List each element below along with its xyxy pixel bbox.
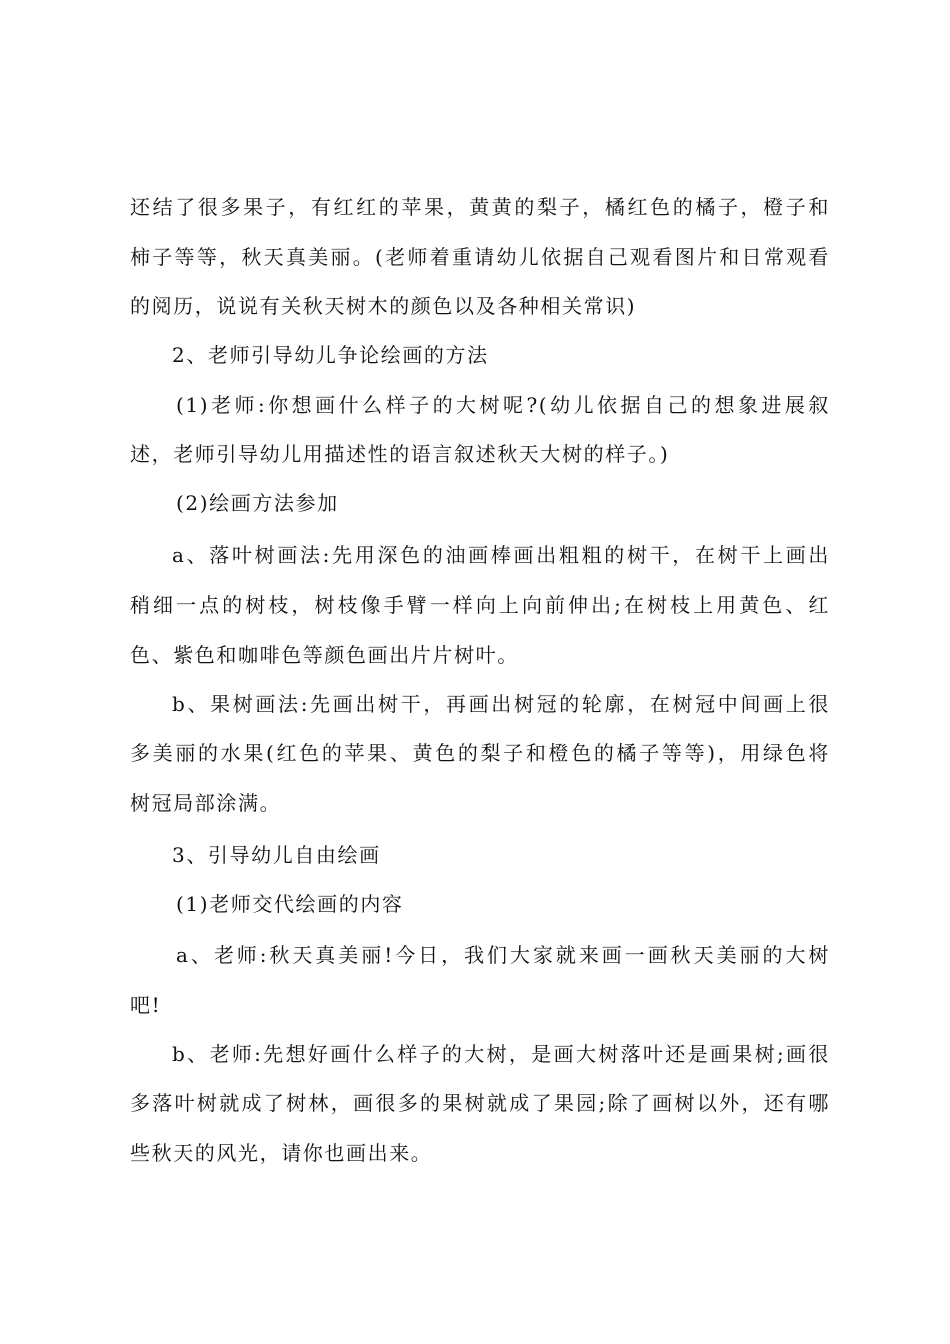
text-line: a、老师:秋天真美丽!今日，我们大家就来画一画秋天美丽的大树 xyxy=(176,943,830,967)
text-line: 的阅历，说说有关秋天树木的颜色以及各种相关常识) xyxy=(130,294,637,318)
text-line: 还结了很多果子，有红红的苹果，黄黄的梨子，橘红色的橘子，橙子和 xyxy=(130,195,830,219)
text-line: 树冠局部涂满。 xyxy=(130,791,282,815)
subsection-heading: (1)老师交代绘画的内容 xyxy=(176,892,404,916)
text-line: b、果树画法:先画出树干，再画出树冠的轮廓，在树冠中间画上很 xyxy=(172,692,830,716)
text-line: a、落叶树画法:先用深色的油画棒画出粗粗的树干，在树干上画出 xyxy=(172,543,830,567)
text-line: b、老师:先想好画什么样子的大树，是画大树落叶还是画果树;画很 xyxy=(172,1042,830,1066)
section-heading: 2、老师引导幼儿争论绘画的方法 xyxy=(172,343,489,367)
text-line: 吧! xyxy=(130,993,162,1017)
text-line: (1)老师:你想画什么样子的大树呢?(幼儿依据自己的想象进展叙 xyxy=(176,393,830,417)
section-heading: 3、引导幼儿自由绘画 xyxy=(172,843,381,867)
text-line: 些秋天的风光，请你也画出来。 xyxy=(130,1141,433,1165)
subsection-heading: (2)绘画方法参加 xyxy=(176,491,339,515)
text-line: 多美丽的水果(红色的苹果、黄色的梨子和橙色的橘子等等)，用绿色将 xyxy=(130,741,830,765)
text-line: 柿子等等，秋天真美丽。(老师着重请幼儿依据自己观看图片和日常观看 xyxy=(130,245,830,269)
text-line: 色、紫色和咖啡色等颜色画出片片树叶。 xyxy=(130,643,519,667)
text-line: 多落叶树就成了树林，画很多的果树就成了果园;除了画树以外，还有哪 xyxy=(130,1091,830,1115)
text-line: 稍细一点的树枝，树枝像手臂一样向上向前伸出;在树枝上用黄色、红 xyxy=(130,593,830,617)
text-line: 述，老师引导幼儿用描述性的语言叙述秋天大树的样子。) xyxy=(130,442,670,466)
